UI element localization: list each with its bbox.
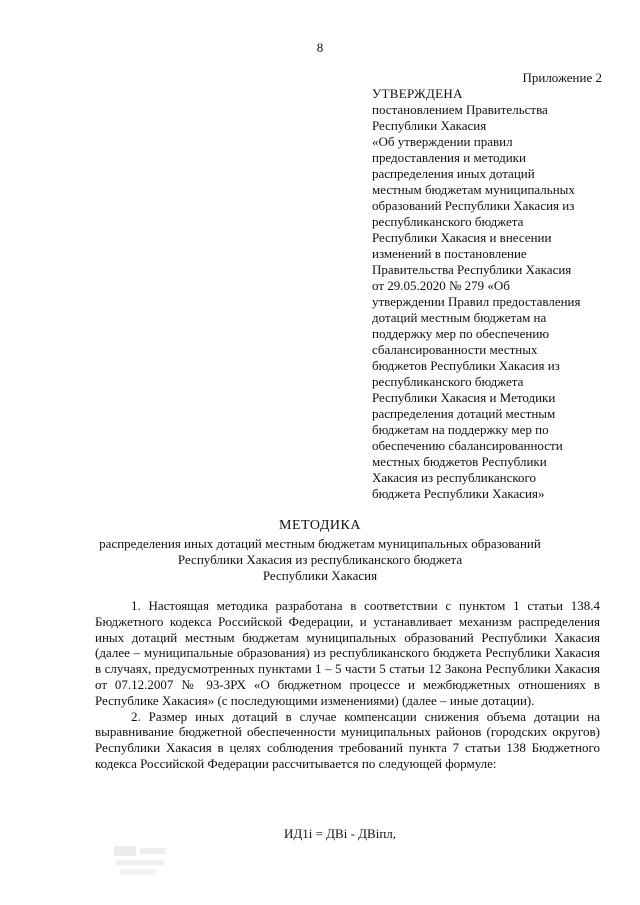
approval-line: местных бюджетов Республики [372, 454, 547, 469]
faint-stamp-mark [112, 842, 172, 880]
subtitle-line: распределения иных дотаций местным бюджетам муниципальных образований [99, 536, 541, 551]
approval-line: поддержку мер по обеспечению [372, 326, 550, 341]
subtitle-line: Республики Хакасия [262, 568, 378, 583]
approval-line: Республики Хакасия [372, 118, 487, 133]
approval-heading: УТВЕРЖДЕНА [372, 86, 463, 101]
appendix-label: Приложение 2 [522, 70, 602, 85]
approval-line: бюджетов Республики Хакасия из [372, 358, 560, 373]
approval-line: изменений в постановление [372, 246, 527, 261]
approval-line: республиканского бюджета [372, 214, 524, 229]
approval-line: «Об утверждении правил [372, 134, 513, 149]
approval-line: предоставления и методики [372, 150, 526, 165]
approval-line: образований Республики Хакасия из [372, 198, 575, 213]
approval-block [372, 86, 612, 502]
paragraph-2: 2. Размер иных дотаций в случае компенсации снижения объема дотации на выравнивание бюджетной обеспеченности муниципальных районов (городских округов) Республики Хакасия в целях соблюдения требований пункта 7 статьи 138 Бюджетного кодекса Российской Федерации рассчитывается по следующей формуле: [95, 708, 600, 771]
methodology-subtitle [0, 536, 640, 584]
approval-line: утверждении Правил предоставления [372, 294, 581, 309]
formula: ИД1i = ДВi - ДВiпл, [283, 826, 397, 841]
approval-line: бюджета Республики Хакасия» [372, 486, 545, 501]
body-text [95, 598, 600, 772]
approval-line: Республики Хакасия и Методики [372, 390, 556, 405]
paragraph-1: 1. Настоящая методика разработана в соответствии с пунктом 1 статьи 138.4 Бюджетного кодекса Российской Федерации, и устанавливает механизм распределения иных дотаций местным бюджетам муниципальных образований Республики Хакасия (далее – муниципальные образования) из республиканского бюджета Республики Хакасия в случаях, предусмотренных пунктами 1 – 5 части 5 статьи 12 Закона Республики Хакасия от 07.12.2007 № 93-ЗРХ «О бюджетном процессе и межбюджетных отношениях в Республике Хакасия» (с последующими изменениями) (далее – иные дотации). [95, 598, 600, 708]
approval-line: Республики Хакасия и внесении [372, 230, 552, 245]
approval-line: местным бюджетам муниципальных [372, 182, 575, 197]
approval-line: от 29.05.2020 № 279 «Об [372, 278, 510, 293]
methodology-title: МЕТОДИКА [279, 518, 361, 533]
approval-line: бюджетам на поддержку мер по [372, 422, 549, 437]
approval-line: Правительства Республики Хакасия [372, 262, 572, 277]
approval-line: постановлением Правительства [372, 102, 548, 117]
approval-line: обеспечению сбалансированности [372, 438, 563, 453]
approval-line: Хакасия из республиканского [372, 470, 537, 485]
subtitle-line: Республики Хакасия из республиканского бюджета [177, 552, 463, 567]
approval-line: распределения иных дотаций [372, 166, 535, 181]
page-number: 8 [316, 40, 324, 55]
approval-line: дотаций местным бюджетам на [372, 310, 547, 325]
approval-line: республиканского бюджета [372, 374, 524, 389]
approval-line: распределения дотаций местным [372, 406, 556, 421]
approval-line: сбалансированности местных [372, 342, 538, 357]
